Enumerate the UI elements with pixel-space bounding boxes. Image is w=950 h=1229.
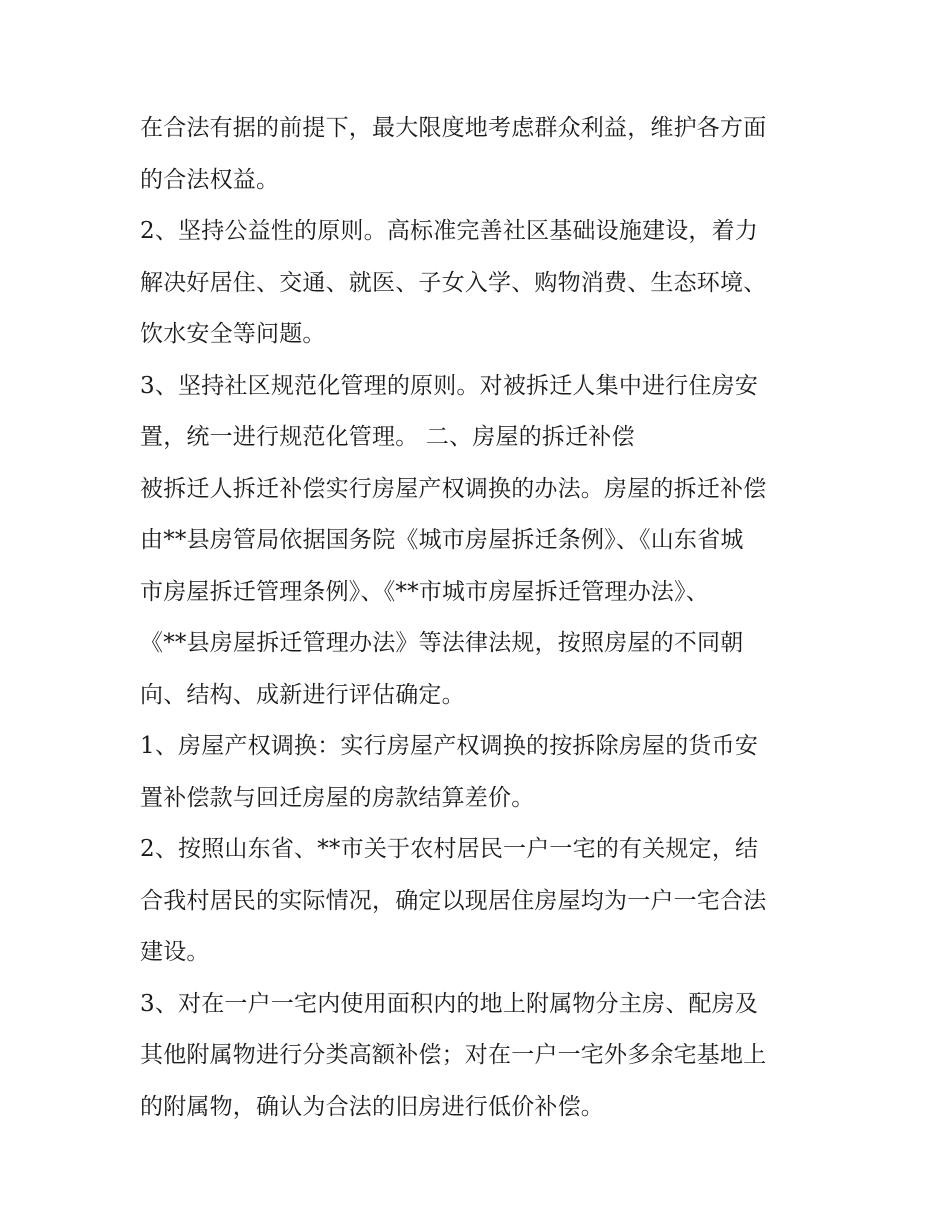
text-line: 在合法有据的前提下，最大限度地考虑群众利益，维护各方面 xyxy=(140,115,767,141)
text-line: 置，统一进行规范化管理。 二、房屋的拆迁补偿 xyxy=(140,424,635,450)
text-line: 1、房屋产权调换：实行房屋产权调换的按拆除房屋的货币安 xyxy=(140,733,759,759)
text-line: 3、坚持社区规范化管理的原则。对被拆迁人集中进行住房安 xyxy=(140,372,759,399)
text-line: 的合法权益。 xyxy=(140,166,280,193)
text-line: 建设。 xyxy=(140,939,210,965)
text-line: 3、对在一户一宅内使用面积内的地上附属物分主房、配房及 xyxy=(140,990,759,1017)
text-line: 由**县房管局依据国务院《城市房屋拆迁条例》、《山东省城 xyxy=(140,527,744,553)
text-line: 合我村居民的实际情况，确定以现居住房屋均为一户一宅合法 xyxy=(140,887,767,914)
text-line: 2、按照山东省、**市关于农村居民一户一宅的有关规定，结 xyxy=(140,836,759,862)
text-line: 饮水安全等问题。 xyxy=(140,321,326,347)
text-line: 《**县房屋拆迁管理办法》等法律法规，按照房屋的不同朝 xyxy=(140,630,744,656)
document-body xyxy=(140,103,820,1133)
text-line: 解决好居住、交通、就医、子女入学、购物消费、生态环境、 xyxy=(140,269,767,296)
text-line: 向、结构、成新进行评估确定。 xyxy=(140,681,465,708)
text-line: 的附属物，确认为合法的旧房进行低价补偿。 xyxy=(140,1093,604,1120)
text-line: 市房屋拆迁管理条例》、《**市城市房屋拆迁管理办法》、 xyxy=(140,578,709,605)
text-line: 置补偿款与回迁房屋的房款结算差价。 xyxy=(140,784,535,811)
text-line: 被拆迁人拆迁补偿实行房屋产权调换的办法。房屋的拆迁补偿 xyxy=(140,475,767,502)
text-line: 2、坚持公益性的原则。高标准完善社区基础设施建设，着力 xyxy=(140,218,759,244)
text-line: 其他附属物进行分类高额补偿；对在一户一宅外多余宅基地上 xyxy=(140,1042,767,1068)
